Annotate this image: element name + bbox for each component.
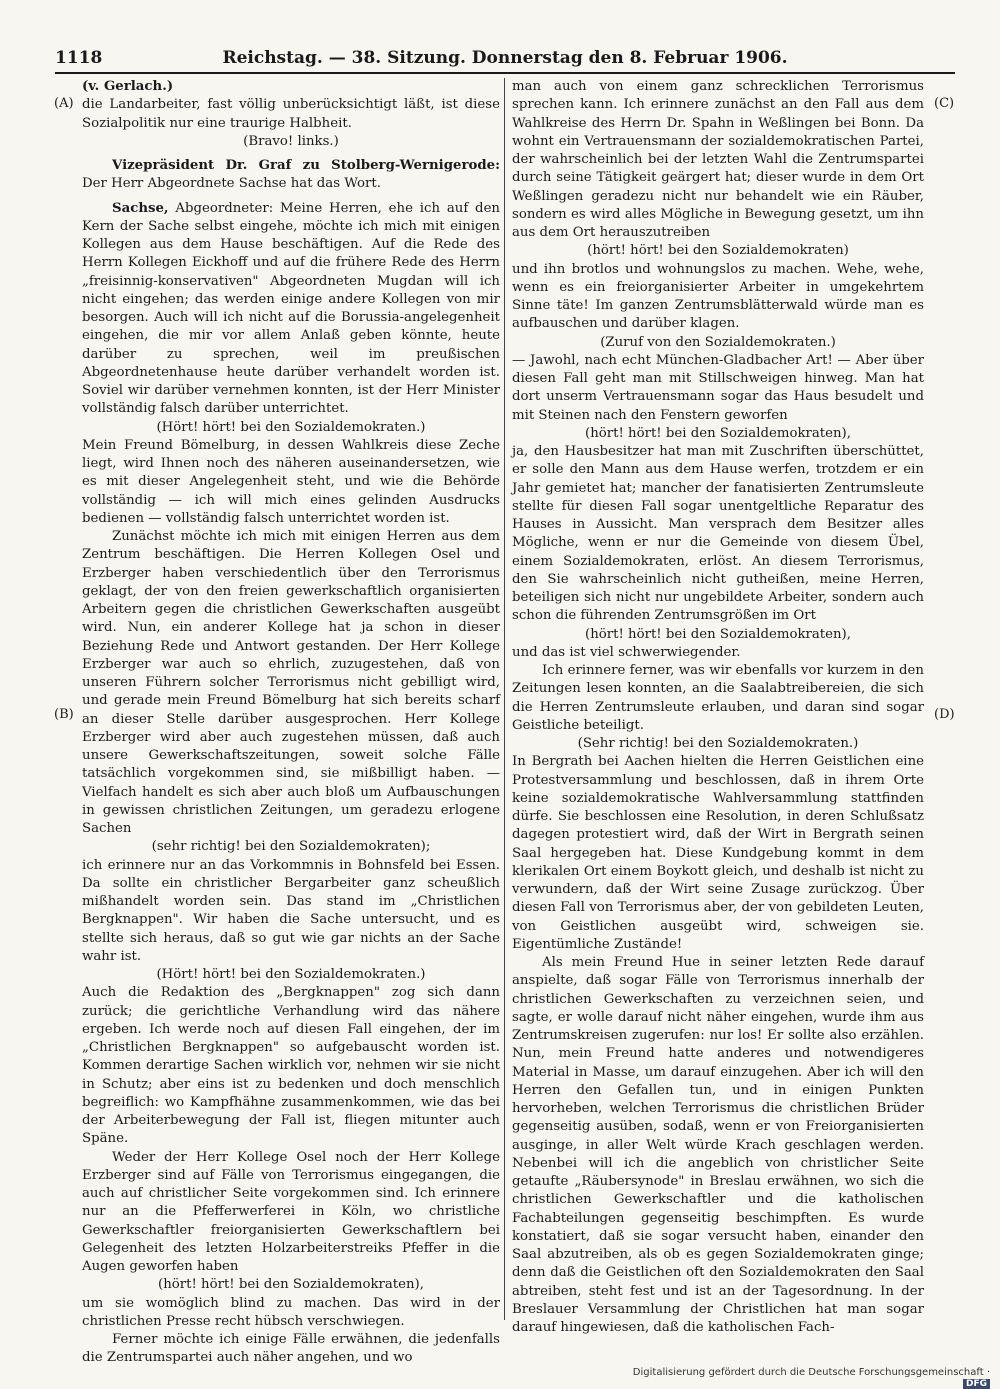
interjection: (hört! hört! bei den Sozialdemokraten)	[587, 243, 849, 259]
footer-text: Digitalisierung gefördert durch die Deutsche Forschungsgemeinschaft ·	[632, 1367, 990, 1378]
speaker-name: Sachse,	[112, 200, 169, 216]
paragraph: die Landarbeiter, fast völlig unberücksichtigt läßt, ist diese Sozialpolitik nur eine traurige Halbheit.	[82, 97, 500, 131]
paragraph: Auch die Redaktion des „Bergknappen" zog sich dann zurück; die gerichtliche Verhandlung wird das nähere ergeben. Ich werde noch auf diesen Fall eingehen, der im „Christlichen Bergknappen" so aufgebauscht worden ist. Kommen derartige Sachen wirklich vor, nehmen wir sie nicht in Schutz; aber eins ist zu bedenken und doch menschlich begreiflich: wo Kampfhähne zusammenkommen, wie das bei der Arbeiterbewegung der Fall ist, fliegen mitunter auch Späne.	[82, 985, 500, 1147]
paragraph: In Bergrath bei Aachen hielten die Herren Geistlichen eine Protestversammlung und beschlossen, daß in ihrem Orte keine sozialdemokratische Wahlversammlung stattfinden dürfe. Sie beschlossen eine Resolution, in deren Schlußsatz dagegen protestiert wird, daß der Wirt in Bergrath seinen Saal hergegeben hat. Diese Kundgebung kommt in dem klerikalen Ort einem Boykott gleich, und deshalb ist nicht zu verwundern, daß der Wirt seine Zusage zurückzog. Über diesen Fall von Terrorismus aber, der von gebildeten Leuten, von Geistlichen ausgeübt wird, schweigen sie. Eigentümliche Zustände!	[512, 754, 924, 952]
interjection: (hört! hört! bei den Sozialdemokraten),	[158, 1277, 424, 1293]
running-title: Reichstag. — 38. Sitzung. Donnerstag den 8. Februar 1906.	[222, 48, 788, 68]
paragraph-text: Der Herr Abgeordnete Sachse hat das Wort.	[82, 176, 381, 192]
page-header	[55, 46, 955, 74]
page-number: 1118	[55, 48, 103, 68]
interjection: (sehr richtig! bei den Sozialdemokraten);	[151, 839, 431, 855]
paragraph: Weder der Herr Kollege Osel noch der Herr Kollege Erzberger sind auf Fälle von Terrorismus eingegangen, die auch auf christlicher Seite vorgekommen sind. Ich erinnere nur an die Pfefferwerferei in Köln, wo christliche Gewerkschaftler freiorganisierten Gewerkschaftlern bei Gelegenheit des letzten Holzarbeiterstreiks Pfeffer in die Augen geworfen haben	[82, 1149, 500, 1274]
paragraph: um sie womöglich blind zu machen. Das wird in der christlichen Presse recht hübsch verschwiegen.	[82, 1295, 500, 1329]
paragraph: und ihn brotlos und wohnungslos zu machen. Wehe, wehe, wenn es ein freiorganisierter Arbeiter in umgekehrtem Sinne täte! Im ganzen Zentrumsblätterwald würde man es aufbauschen und darüber klagen.	[512, 261, 924, 332]
paragraph: — Jawohl, nach echt München-Gladbacher Art! — Aber über diesen Fall geht man mit Stillschweigen hinweg. Man hat dort unserm Vertrauensmann sogar das Haus besudelt und mit Steinen nach den Fenstern geworfen	[512, 352, 924, 423]
right-column	[512, 78, 924, 1337]
margin-marker-a: (A)	[54, 96, 74, 111]
interjection: (hört! hört! bei den Sozialdemokraten),	[585, 626, 851, 642]
paragraph: ich erinnere nur an das Vorkommnis in Bohnsfeld bei Essen. Da sollte ein christlicher Bergarbeiter ganz scheußlich mißhandelt worden sein. Das stand im „Christlichen Bergknappen". Wir haben die Sache untersucht, und es stellte sich heraus, daß so gut wie gar nichts an der Sache wahr ist.	[82, 857, 500, 964]
paragraph	[82, 157, 500, 194]
digitization-footer	[610, 1367, 990, 1389]
column-divider	[504, 78, 505, 1320]
left-column	[82, 78, 500, 1368]
interjection: (Sehr richtig! bei den Sozialdemokraten.)	[577, 736, 859, 751]
margin-marker-d: (D)	[934, 707, 955, 722]
margin-marker-c: (C)	[934, 96, 955, 111]
speaker-name: Vizepräsident Dr. Graf zu Stolberg-Wernigerode:	[112, 158, 500, 173]
paragraph: Als mein Freund Hue in seiner letzten Rede darauf anspielte, daß sogar Fälle von Terrorismus innerhalb der christlichen Gewerkschaften zu verzeichnen seien, und sagte, er wolle darauf nicht näher eingehen, wurde ihm aus Zentrumskreisen zugerufen: nur los! Er sollte also erzählen. Nun, mein Freund hatte anderes und notwendigeres Material in Masse, um darauf einzugehen. Aber ich will den Herren den Gefallen tun, und in einigen Punkten hervorheben, welchen Terrorismus die christlichen Brüder gegenseitig ausüben, sodaß, wenn er von Freiorganisierten ausginge, in aller Welt würde Krach geschlagen werden. Nebenbei will ich die angeblich von christlicher Seite getaufte „Räubersynode" in Breslau erwähnen, wo sich die christlichen Gewerkschaftler und die katholischen Fachabteilungen gegenseitig beschimpften. Es wurde konstatiert, daß sie sogar versucht haben, einander den Saal abzutreiben, als ob es gegen Sozialdemokraten ginge; denn daß die Geistlichen oft den Sozialdemokraten den Saal abtreiben, steht fest und ist an der Tagesordnung. In der Breslauer Versammlung der Christlichen hat man sogar darauf hingewiesen, daß die katholischen Fach-	[512, 955, 924, 1335]
interjection: (Hört! hört! bei den Sozialdemokraten.)	[156, 967, 426, 982]
speaker-tag: (v. Gerlach.)	[82, 79, 174, 94]
paragraph	[82, 200, 500, 419]
dfg-logo: DFG	[963, 1379, 990, 1389]
paragraph-text: Abgeordneter: Meine Herren, ehe ich auf den Kern der Sache selbst eingehe, möchte ich mich mit einigen Kollegen aus dem Hause beschäftigen. Auf die Rede des Herrn Kollegen Eickhoff und auf die frühere Rede des Herrn „freisinnig-konservativen" Abgeordneten Mugdan will ich nicht eingehen; das werden einige andere Kollegen von mir besorgen. Auch will ich nicht auf die Borussia-angelegenheit eingehen, die mir vor allem Anlaß geben könnte, heute darüber zu sprechen, weil im preußischen Abgeordnetenhause heute darüber verhandelt worden ist. Soviel wir darüber vernehmen konnten, ist der Herr Minister vollständig falsch darüber unterrichtet.	[82, 200, 500, 417]
paragraph: man auch von einem ganz schrecklichen Terrorismus sprechen kann. Ich erinnere zunächst an den Fall aus dem Wahlkreise des Herrn Dr. Spahn in Weßlingen bei Bonn. Da wohnt ein Vertrauensmann der sozialdemokratischen Partei, der wahrscheinlich bei der letzten Wahl die Zentrumspartei durch seine Tätigkeit geärgert hat; dieser wurde in dem Ort Weßlingen geradezu nicht nur behandelt wie ein Räuber, sondern es wird alles Mögliche in Bewegung gesetzt, um ihn aus dem Ort herauszutreiben	[512, 79, 924, 240]
paragraph: Ich erinnere ferner, was wir ebenfalls vor kurzem in den Zeitungen lesen konnten, an die Saalabtreibereien, die sich die Herren Zentrumsleute erlauben, und daran sind sogar Geistliche beteiligt.	[512, 663, 924, 733]
paragraph: und das ist viel schwerwiegender.	[512, 644, 741, 660]
interjection: (Bravo! links.)	[243, 133, 339, 149]
paragraph: Ferner möchte ich einige Fälle erwähnen, die jedenfalls die Zentrumspartei auch näher angehen, und wo	[82, 1332, 500, 1366]
paragraph: ja, den Hausbesitzer hat man mit Zuschriften überschüttet, er solle den Mann aus dem Hause werfen, trotzdem er ein Jahr gemietet hat; mancher der fanatisierten Zentrumsleute stellte für diesen Fall sogar unentgeltliche Reparatur des Hauses in Aussicht. Man versprach dem Besitzer alles Mögliche, wenn er nur die Gemeinde von diesem Übel, einem Sozialdemokraten, erlöst. An diesem Terrorismus, den Sie wahrscheinlich nicht gutheißen, meine Herren, beteiligen sich nicht nur ungebildete Arbeiter, sondern auch schon die führenden Zentrumsgrößen im Ort	[512, 444, 924, 624]
margin-marker-b: (B)	[54, 707, 74, 722]
paragraph: Zunächst möchte ich mich mit einigen Herren aus dem Zentrum beschäftigen. Die Herren Kollegen Osel und Erzberger haben verschiedentlich über den Terrorismus geklagt, der von den freien gewerkschaftlich organisierten Arbeitern gegen die christlichen Gewerkschaften ausgeübt wird. Nun, ein anderer Kollege hat ja schon in dieser Beziehung Rede und Antwort gestanden. Der Herr Kollege Erzberger war auch so ehrlich, zuzugestehen, daß von unseren Führern solcher Terrorismus nicht gebilligt wird, und gerade mein Freund Bömelburg hat sich bereits scharf an dieser Stelle darüber ausgesprochen. Herr Kollege Erzberger wird aber auch zugestehen müssen, daß auch unsere Gewerkschaftszeitungen, soweit solche Fälle tatsächlich vorgekommen sind, sie mißbilligt haben. — Vielfach handelt es sich aber auch bloß um Aufbauschungen in gewissen christlichen Zeitungen, um geradezu erlogene Sachen	[82, 529, 500, 836]
interjection: (hört! hört! bei den Sozialdemokraten),	[585, 425, 851, 441]
paragraph: Mein Freund Bömelburg, in dessen Wahlkreis diese Zeche liegt, wird Ihnen noch des näheren auseinandersetzen, wie es mit dieser Angelegenheit steht, und wie die Behörde vollständig — ich will mich eines gelinden Ausdrucks bedienen — vollständig falsch unterrichtet worden ist.	[82, 437, 500, 526]
interjection: (Hört! hört! bei den Sozialdemokraten.)	[156, 419, 426, 435]
interjection: (Zuruf von den Sozialdemokraten.)	[600, 334, 836, 350]
